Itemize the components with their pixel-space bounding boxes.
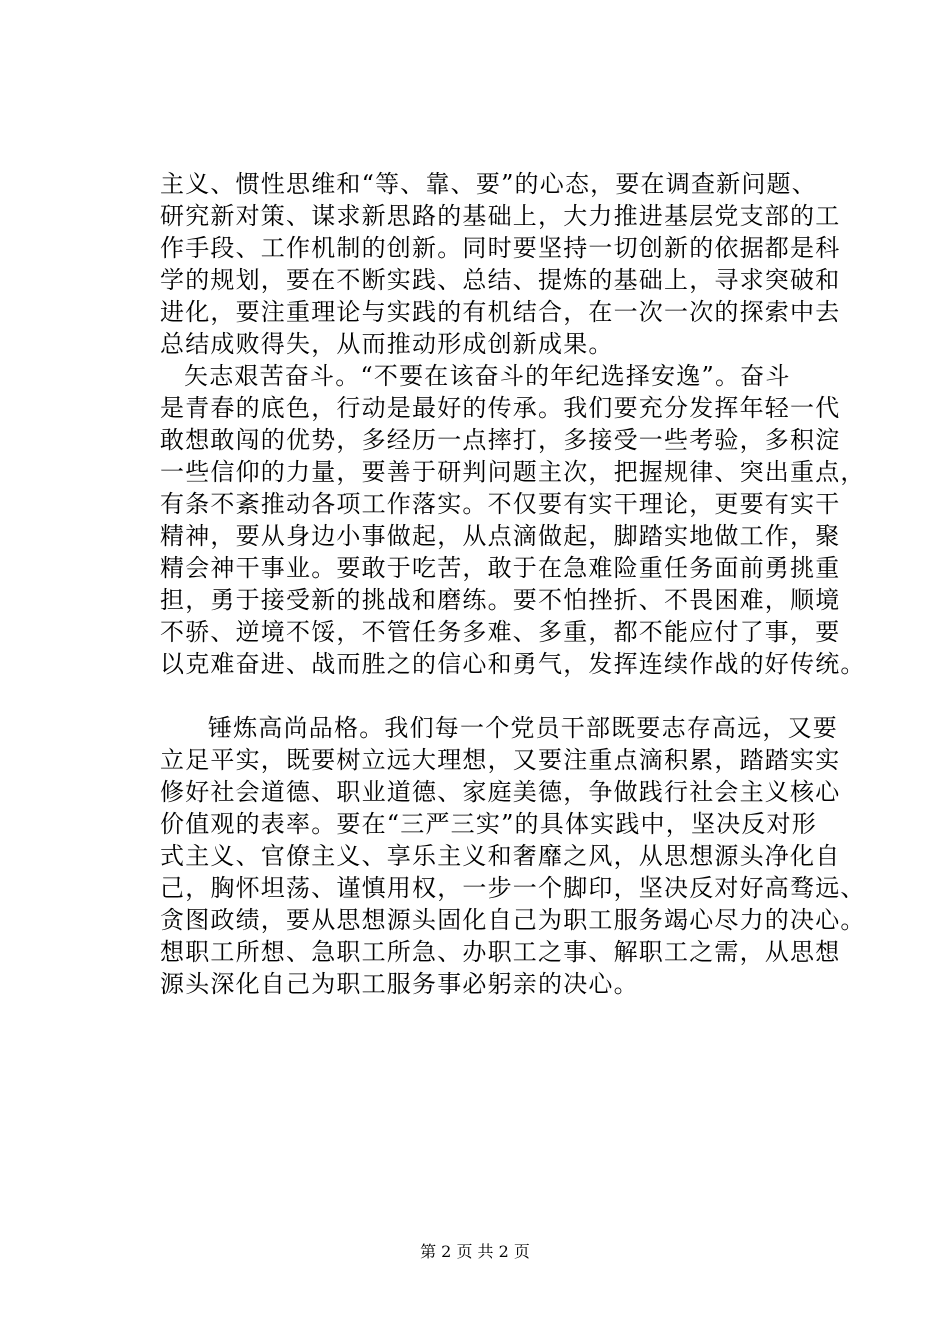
text-line: 不骄、逆境不馁，不管任务多难、多重，都不能应付了事，要 <box>160 618 841 646</box>
text-line: 以克难奋进、战而胜之的信心和勇气，发挥连续作战的好传统。 <box>160 650 866 678</box>
text-line: 源头深化自己为职工服务事必躬亲的决心。 <box>160 970 639 998</box>
paragraph-gap <box>160 680 840 712</box>
text-line: 主义、惯性思维和“等、靠、要”的心态，要在调查新问题、 <box>160 170 817 198</box>
text-line: 修好社会道德、职业道德、家庭美德，争做践行社会主义核心 <box>160 778 841 806</box>
text-line: 是青春的底色，行动是最好的传承。我们要充分发挥年轻一代 <box>160 394 841 422</box>
text-line: 学的规划，要在不断实践、总结、提炼的基础上，寻求突破和 <box>160 266 841 294</box>
text-line: 有条不紊推动各项工作落实。不仅要有实干理论，更要有实干 <box>160 490 841 518</box>
text-line: 立足平实，既要树立远大理想，又要注重点滴积累，踏踏实实 <box>160 746 841 774</box>
text-line: 式主义、官僚主义、享乐主义和奢靡之风，从思想源头净化自 <box>160 842 841 870</box>
paragraph-character <box>160 712 866 1000</box>
text-line: 己，胸怀坦荡、谨慎用权，一步一个脚印，坚决反对好高骛远、 <box>160 874 866 902</box>
text-line: 敢想敢闯的优势，多经历一点摔打，多接受一些考验，多积淀 <box>160 426 841 454</box>
text-line: 价值观的表率。要在“三严三实”的具体实践中，坚决反对形 <box>160 810 817 838</box>
text-line: 总结成败得失，从而推动形成创新成果。 <box>160 330 614 358</box>
text-line: 想职工所想、急职工所急、办职工之事、解职工之需，从思想 <box>160 938 841 966</box>
text-line: 锤炼高尚品格。我们每一个党员干部既要志存高远，又要 <box>208 714 838 742</box>
paragraph-innovation-continued <box>160 168 840 360</box>
text-line: 作手段、工作机制的创新。同时要坚持一切创新的依据都是科 <box>160 234 841 262</box>
text-line: 研究新对策、谋求新思路的基础上，大力推进基层党支部的工 <box>160 202 841 230</box>
page-footer: 第 2 页 共 2 页 <box>420 1242 530 1261</box>
text-line: 进化，要注重理论与实践的有机结合，在一次一次的探索中去 <box>160 298 841 326</box>
paragraph-hard-work <box>160 360 866 680</box>
text-line: 一些信仰的力量，要善于研判问题主次，把握规律、突出重点， <box>160 458 866 486</box>
text-line: 矢志艰苦奋斗。“不要在该奋斗的年纪选择安逸”。奋斗 <box>184 362 791 390</box>
text-line: 贪图政绩，要从思想源头固化自己为职工服务竭心尽力的决心。 <box>160 906 866 934</box>
document-body <box>160 168 866 1000</box>
text-line: 精会神干事业。要敢于吃苦，敢于在急难险重任务面前勇挑重 <box>160 554 841 582</box>
text-line: 担，勇于接受新的挑战和磨练。要不怕挫折、不畏困难，顺境 <box>160 586 841 614</box>
text-line: 精神，要从身边小事做起，从点滴做起，脚踏实地做工作，聚 <box>160 522 841 550</box>
